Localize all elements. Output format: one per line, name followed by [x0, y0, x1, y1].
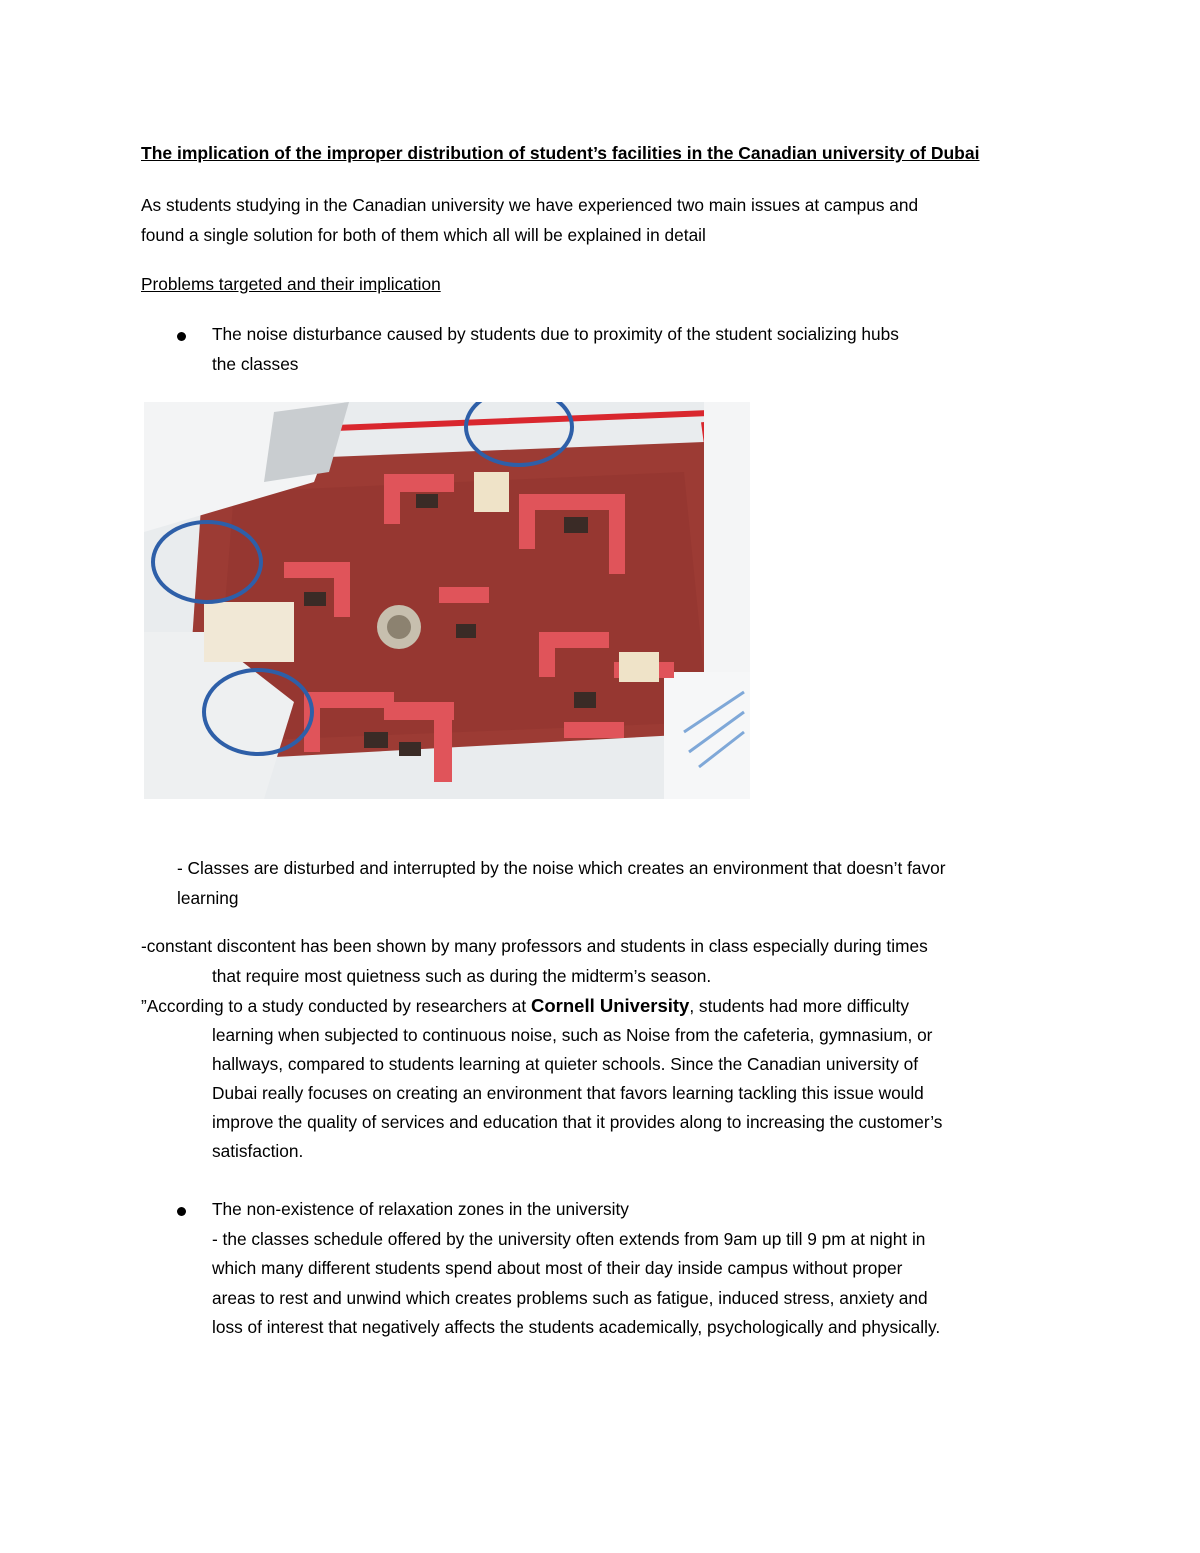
- section-heading: Problems targeted and their implication: [141, 274, 441, 294]
- bullet1-line-1: The noise disturbance caused by students due to proximity of the student socializing hubs: [212, 324, 899, 344]
- bullet1-line-2: the classes: [212, 354, 299, 374]
- quote-line-4: Dubai really focuses on creating an environment that favors learning tackling this issue would: [212, 1083, 924, 1103]
- quote-institution: Cornell University: [531, 995, 690, 1016]
- bullet-dot-icon: [177, 332, 186, 341]
- bullet2-line-1: The non-existence of relaxation zones in the university: [212, 1199, 629, 1219]
- quote-line-1: [141, 991, 909, 1022]
- intro-line-1: As students studying in the Canadian university we have experienced two main issues at campus and: [141, 195, 919, 215]
- bullet2-line-4: areas to rest and unwind which creates problems such as fatigue, induced stress, anxiety and: [212, 1288, 928, 1308]
- bullet2-line-3: which many different students spend about most of their day inside campus without proper: [212, 1258, 903, 1278]
- lounge-photo: [144, 402, 750, 799]
- quote-line-2: learning when subjected to continuous noise, such as Noise from the cafeteria, gymnasium, or: [212, 1025, 933, 1045]
- lounge-photo-drawing: [144, 402, 750, 799]
- intro-line-2: found a single solution for both of them which all will be explained in detail: [141, 225, 706, 245]
- bullet-dot-icon: [177, 1207, 186, 1216]
- quote-suffix: , students had more difficulty: [689, 996, 909, 1016]
- constant-line-1: -constant discontent has been shown by many professors and students in class especially during times: [141, 936, 928, 956]
- constant-line-2: that require most quietness such as during the midterm’s season.: [212, 966, 712, 986]
- document-title: The implication of the improper distribution of student’s facilities in the Canadian university of Dubai: [141, 143, 980, 163]
- quote-line-6: satisfaction.: [212, 1141, 304, 1161]
- bullet2-line-2: - the classes schedule offered by the university often extends from 9am up till 9 pm at night in: [212, 1229, 926, 1249]
- quote-line-3: hallways, compared to students learning at quieter schools. Since the Canadian university of: [212, 1054, 919, 1074]
- quote-line-5: improve the quality of services and education that it provides along to increasing the customer’s: [212, 1112, 943, 1132]
- dash1-line-1: - Classes are disturbed and interrupted by the noise which creates an environment that doesn’t favor: [177, 858, 946, 878]
- bullet2-line-5: loss of interest that negatively affects the students academically, psychologically and physically.: [212, 1317, 941, 1337]
- quote-prefix: ”According to a study conducted by researchers at: [141, 996, 531, 1016]
- dash1-line-2: learning: [177, 888, 239, 908]
